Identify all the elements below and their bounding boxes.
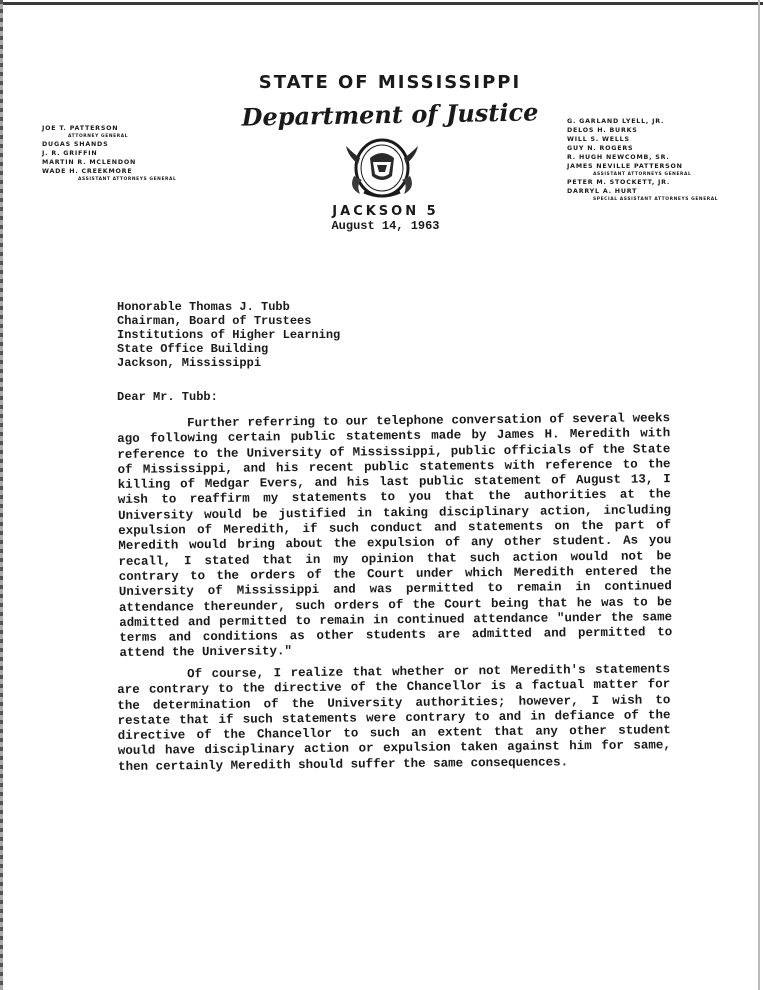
staff-name: PETER M. STOCKETT, JR. bbox=[567, 179, 671, 186]
page-right-edge bbox=[758, 0, 760, 990]
body-paragraph-1: Further referring to our telephone conversation of several weeks ago following certain public statements made by James H. Meredith with reference to the University of Mississippi, public officials of the State of Mississippi, and his recent public statements with reference to the killing of Medgar Evers, and his last public statement of August 13, I wish to reaffirm my statements to you that the authorities at the University would be justified in taking disciplinary action, including expulsion of Meredith, if such conduct and statements on the part of Meredith would bring about the expulsion of any other student. As you recall, I stated that in my opinion that such action would not be contrary to the orders of the Court under which Meredith entered the University of Mississippi and was permitted to remain in continued attendance thereunder, such orders of the Court being that he was to be admitted and permitted to remain in continued attendance "under the same terms and conditions as other students are admitted and permitted to attend the University." bbox=[117, 411, 673, 661]
staff-name: JOE T. PATTERSON bbox=[42, 125, 119, 132]
staff-name: WILL S. WELLS bbox=[567, 136, 630, 143]
left-staff-list bbox=[42, 124, 217, 183]
staff-name: DELOS H. BURKS bbox=[567, 127, 638, 134]
staff-title: ATTORNEY GENERAL bbox=[68, 134, 129, 139]
staff-name: MARTIN R. MCLENDON bbox=[42, 159, 137, 166]
staff-name: GUY N. ROGERS bbox=[567, 145, 634, 152]
address-line: State Office Building bbox=[117, 342, 269, 356]
staff-name: DUGAS SHANDS bbox=[42, 141, 109, 148]
inside-address bbox=[117, 300, 417, 370]
staff-name: R. HUGH NEWCOMB, SR. bbox=[567, 154, 670, 161]
staff-name: WADE H. CREEKMORE bbox=[42, 168, 133, 175]
page-left-edge bbox=[0, 0, 3, 990]
address-line: Honorable Thomas J. Tubb bbox=[117, 300, 290, 314]
state-seal-icon bbox=[340, 136, 424, 202]
staff-title: ASSISTANT ATTORNEYS GENERAL bbox=[593, 172, 692, 177]
letterhead-department: Department of Justice bbox=[241, 97, 539, 132]
staff-title: ASSISTANT ATTORNEYS GENERAL bbox=[78, 177, 177, 182]
address-line: Jackson, Mississippi bbox=[117, 356, 262, 370]
staff-name: JAMES NEVILLE PATTERSON bbox=[567, 163, 683, 170]
letterhead-city: JACKSON 5 bbox=[332, 204, 439, 219]
letterhead-state: STATE OF MISSISSIPPI bbox=[258, 72, 522, 93]
staff-title: SPECIAL ASSISTANT ATTORNEYS GENERAL bbox=[593, 197, 719, 202]
page-top-edge bbox=[0, 2, 763, 5]
staff-name: J. R. GRIFFIN bbox=[42, 150, 98, 157]
staff-name: DARRYL A. HURT bbox=[567, 188, 638, 195]
body-paragraph-2: Of course, I realize that whether or not Meredith's statements are contrary to the directive of the Chancellor is a factual matter for the determination of the University authorities; however, I wish to restate that if such statements were contrary to and in defiance of the directive of the Chancellor to such an extent that any other student would have disciplinary action or expulsion taken against him for same, then certainly Meredith should suffer the same consequences. bbox=[117, 662, 671, 774]
address-line: Chairman, Board of Trustees bbox=[117, 314, 312, 328]
address-line: Institutions of Higher Learning bbox=[117, 328, 341, 342]
staff-name: G. GARLAND LYELL, JR. bbox=[567, 118, 665, 125]
right-staff-list bbox=[567, 117, 755, 203]
salutation: Dear Mr. Tubb: bbox=[117, 390, 218, 404]
letter-date: August 14, 1963 bbox=[331, 219, 440, 233]
